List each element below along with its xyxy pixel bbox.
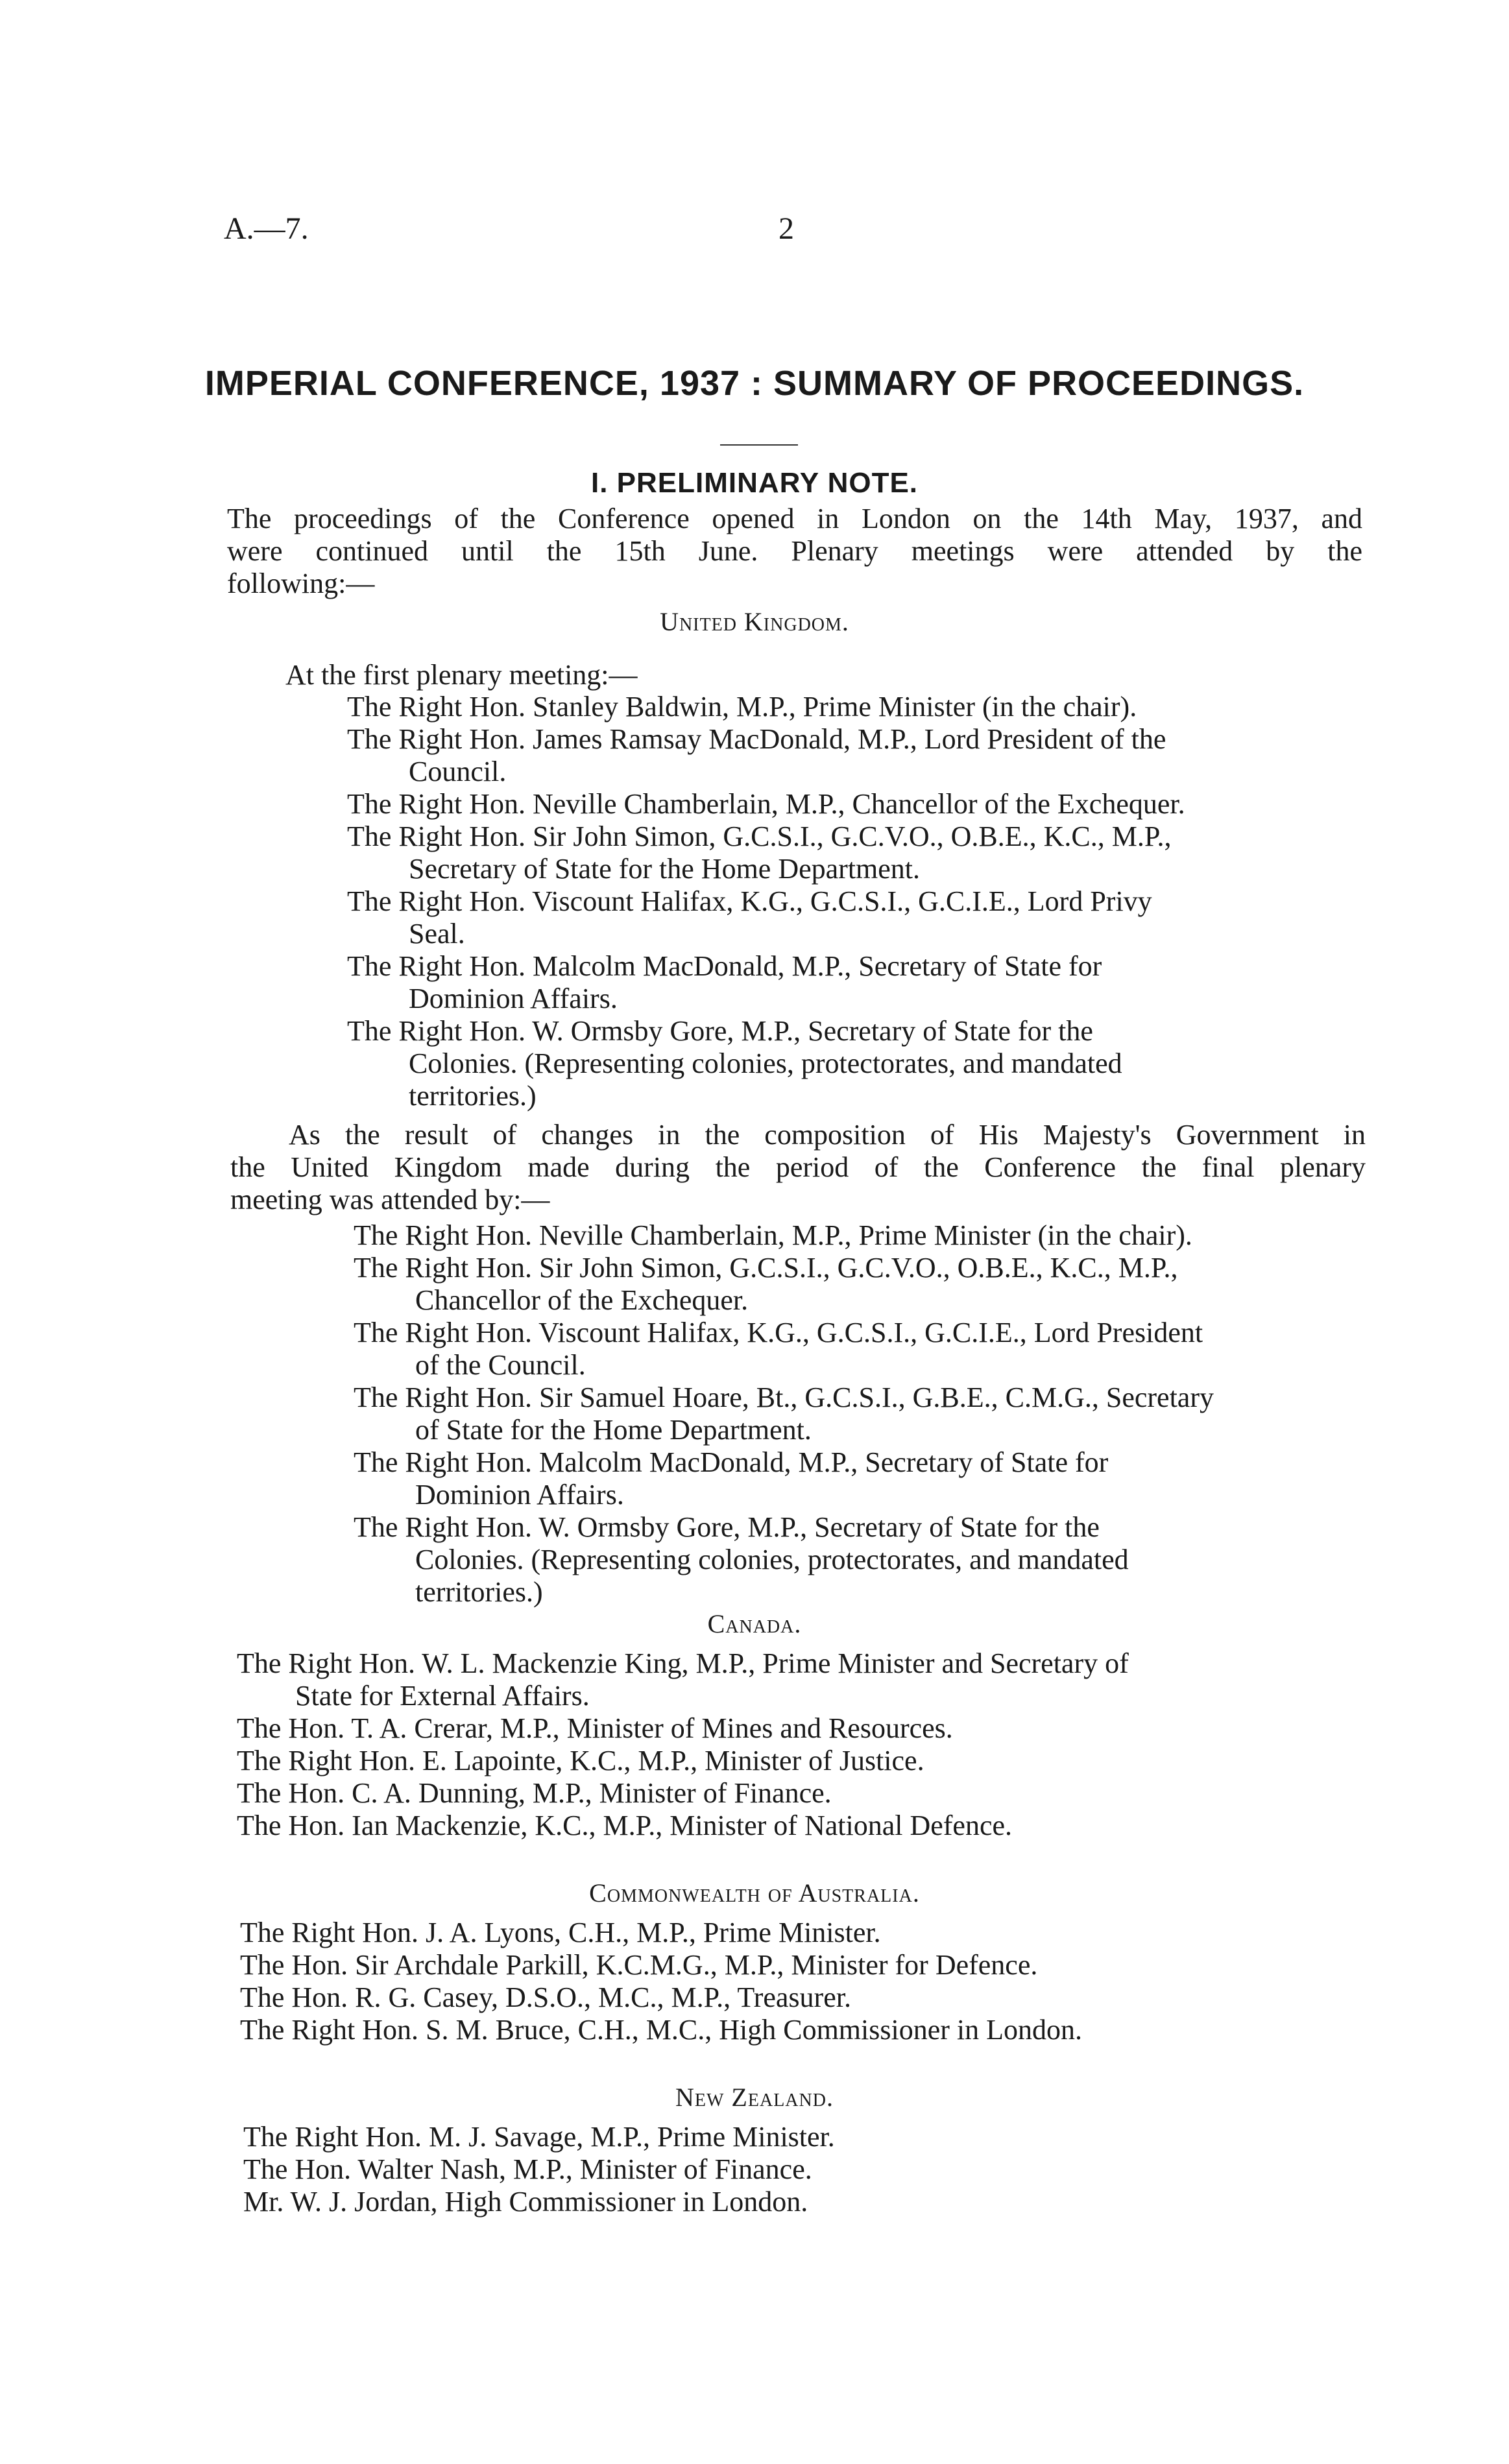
member-line: The Right Hon. W. Ormsby Gore, M.P., Secretary of State for the (354, 1511, 1100, 1543)
member-entry (243, 2153, 812, 2186)
member-line: Council. (409, 756, 507, 787)
intro-line: following:— (227, 568, 375, 599)
member-entry (347, 1015, 1122, 1112)
member-line: The Hon. Walter Nash, M.P., Minister of Finance. (243, 2153, 812, 2185)
member-line: territories.) (409, 1080, 537, 1112)
member-line: Dominion Affairs. (409, 983, 618, 1014)
member-line: The Right Hon. Neville Chamberlain, M.P., Prime Minister (in the chair). (354, 1219, 1192, 1251)
member-entry (354, 1382, 1214, 1446)
member-line: The Right Hon. Stanley Baldwin, M.P., Prime Minister (in the chair). (347, 691, 1137, 723)
title-divider (720, 444, 798, 446)
country-heading-canada: Canada. (707, 1609, 802, 1638)
member-entry (354, 1446, 1108, 1511)
member-entry (243, 2121, 835, 2153)
country-heading-australia: Commonwealth of Australia. (589, 1878, 920, 1908)
member-line: Dominion Affairs. (415, 1479, 624, 1511)
member-line: The Right Hon. Neville Chamberlain, M.P., Chancellor of the Exchequer. (347, 788, 1185, 820)
member-line: The Right Hon. Malcolm MacDonald, M.P., Secretary of State for (347, 950, 1102, 982)
member-entry (237, 1647, 1129, 1712)
member-entry (240, 2014, 1082, 2046)
member-entry (240, 1981, 851, 2014)
member-entry (237, 1777, 832, 1810)
member-line: The Hon. C. A. Dunning, M.P., Minister of Finance. (237, 1777, 832, 1809)
member-line: Secretary of State for the Home Department. (409, 853, 921, 885)
member-entry (347, 820, 1171, 885)
member-line: Mr. W. J. Jordan, High Commissioner in London. (243, 2186, 808, 2218)
member-line: The Right Hon. W. Ormsby Gore, M.P., Secretary of State for the (347, 1015, 1093, 1047)
member-line: Colonies. (Representing colonies, protectorates, and mandated (415, 1544, 1129, 1575)
page-number: 2 (779, 211, 794, 246)
member-line: of the Council. (415, 1349, 586, 1381)
document-reference: A.—7. (224, 211, 309, 246)
member-line: The Right Hon. Sir John Simon, G.C.S.I., G.C.V.O., O.B.E., K.C., M.P., (354, 1252, 1178, 1284)
changes-line: As the result of changes in the composition of His Majesty's Government in (289, 1119, 1366, 1151)
member-entry (237, 1810, 1012, 1842)
member-line: of State for the Home Department. (415, 1414, 812, 1446)
member-line: State for External Affairs. (295, 1680, 590, 1712)
member-line: territories.) (415, 1576, 543, 1608)
member-line: Chancellor of the Exchequer. (415, 1284, 749, 1316)
member-entry (240, 1949, 1037, 1981)
member-entry (237, 1712, 953, 1745)
page-title: IMPERIAL CONFERENCE, 1937 : SUMMARY OF PROCEEDINGS. (204, 364, 1305, 403)
member-line: The Right Hon. E. Lapointe, K.C., M.P., Minister of Justice. (237, 1745, 924, 1776)
member-line: The Right Hon. W. L. Mackenzie King, M.P., Prime Minister and Secretary of (237, 1647, 1129, 1679)
changes-line: the United Kingdom made during the period of the Conference the final plenary (230, 1151, 1366, 1183)
member-line: The Right Hon. Sir John Simon, G.C.S.I., G.C.V.O., O.B.E., K.C., M.P., (347, 820, 1172, 852)
member-entry (347, 885, 1152, 950)
section-heading: I. PRELIMINARY NOTE. (590, 467, 919, 499)
intro-paragraph (227, 503, 1362, 600)
changes-paragraph (230, 1119, 1366, 1216)
member-line: The Hon. R. G. Casey, D.S.O., M.C., M.P., Treasurer. (240, 1981, 851, 2013)
member-line: The Right Hon. Malcolm MacDonald, M.P., Secretary of State for (354, 1446, 1109, 1478)
member-entry (237, 1745, 924, 1777)
member-entry (347, 723, 1166, 788)
member-entry (354, 1252, 1177, 1317)
member-line: The Right Hon. Sir Samuel Hoare, Bt., G.C.S.I., G.B.E., C.M.G., Secretary (354, 1382, 1214, 1413)
member-line: The Right Hon. M. J. Savage, M.P., Prime Minister. (243, 2121, 835, 2153)
member-entry (240, 1917, 881, 1949)
member-entry (347, 691, 1137, 723)
member-line: The Hon. T. A. Crerar, M.P., Minister of Mines and Resources. (237, 1712, 953, 1744)
country-heading-new-zealand: New Zealand. (675, 2083, 834, 2112)
member-entry (347, 950, 1102, 1015)
member-line: The Right Hon. S. M. Bruce, C.H., M.C., High Commissioner in London. (240, 2014, 1082, 2046)
member-entry (354, 1219, 1192, 1252)
changes-line: meeting was attended by:— (230, 1184, 550, 1215)
country-heading-uk: United Kingdom. (660, 607, 849, 636)
member-entry (347, 788, 1185, 820)
member-entry (354, 1317, 1203, 1382)
member-line: The Right Hon. Viscount Halifax, K.G., G.C.S.I., G.C.I.E., Lord Privy (347, 885, 1152, 917)
intro-line: were continued until the 15th June. Plenary meetings were attended by the (227, 535, 1362, 567)
member-line: Colonies. (Representing colonies, protectorates, and mandated (409, 1047, 1122, 1079)
member-entry (354, 1511, 1129, 1609)
member-entry (243, 2186, 808, 2218)
member-line: The Hon. Ian Mackenzie, K.C., M.P., Minister of National Defence. (237, 1810, 1013, 1841)
member-line: The Right Hon. James Ramsay MacDonald, M.P., Lord President of the (347, 723, 1166, 755)
member-line: The Right Hon. Viscount Halifax, K.G., G.C.S.I., G.C.I.E., Lord President (354, 1317, 1203, 1348)
member-line: Seal. (409, 918, 465, 950)
member-line: The Right Hon. J. A. Lyons, C.H., M.P., Prime Minister. (240, 1917, 881, 1948)
first-meeting-intro: At the first plenary meeting:— (285, 659, 638, 691)
member-line: The Hon. Sir Archdale Parkill, K.C.M.G., M.P., Minister for Defence. (240, 1949, 1038, 1981)
intro-line: The proceedings of the Conference opened in London on the 14th May, 1937, and (227, 503, 1362, 534)
